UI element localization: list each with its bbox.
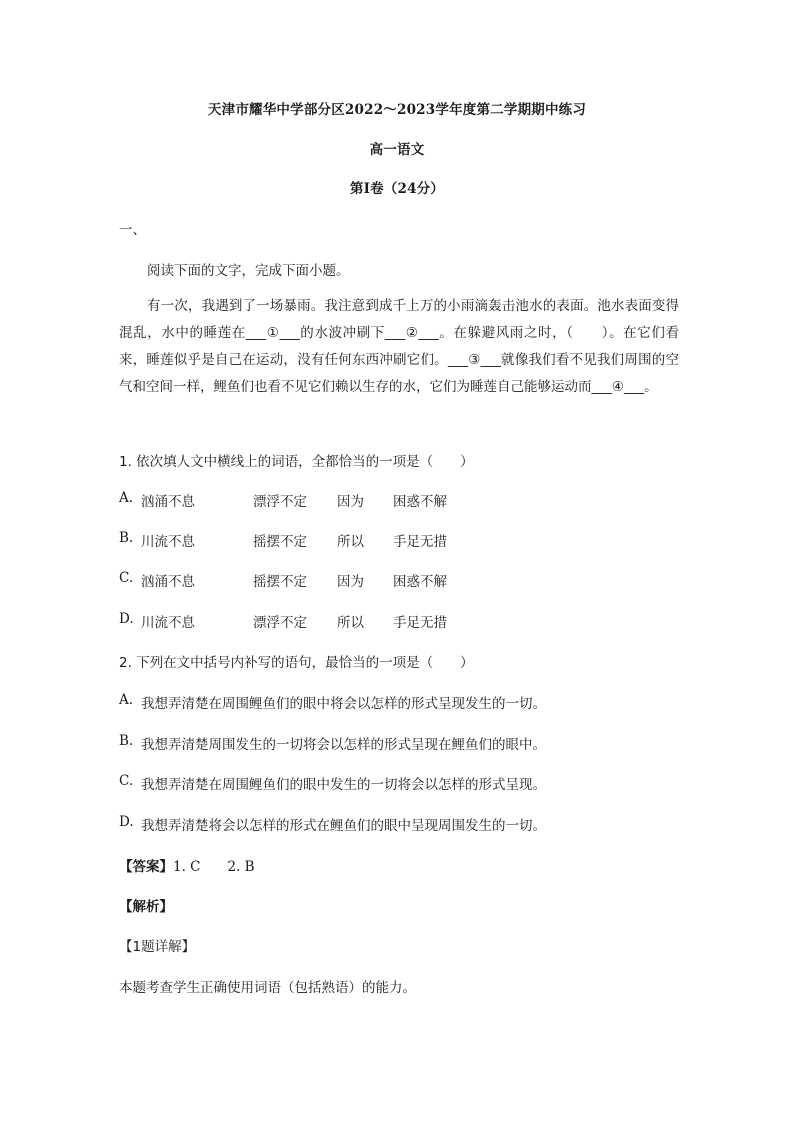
option-word-4: 困惑不解 <box>393 494 447 510</box>
option-word-2: 摇摆不定 <box>253 574 307 590</box>
answer-text: 1. C 2. B <box>173 859 255 875</box>
option-word-2: 摇摆不定 <box>253 534 307 550</box>
option-word-4: 手足无措 <box>393 534 447 550</box>
option-word-3: 因为 <box>337 574 364 590</box>
option-label: C. <box>119 570 134 586</box>
reading-instruction: 阅读下面的文字，完成下面小题。 <box>147 263 350 279</box>
option-label: B. <box>119 530 134 546</box>
option-label: A. <box>119 490 134 506</box>
option-word-1: 汹涌不息 <box>141 494 195 510</box>
reading-passage: 有一次，我遇到了一场暴雨。我注意到成千上万的小雨滴轰击池水的表面。池水表面变得混乱，水中的睡莲在___①___的水波冲刷下___②___。在躲避风雨之时，（ ）。在它们看来，睡莲似乎是自己在运动，没有任何东西冲刷它们。___③___就像我们看不见我们周围的空气和空间一样，鲤鱼们也看不见它们赖以生存的水，它们为睡莲自己能够运动而___④___。 <box>119 298 679 395</box>
section-number: 一、 <box>119 222 146 238</box>
option-word-3: 所以 <box>337 615 364 631</box>
option-word-3: 所以 <box>337 534 364 550</box>
answer-tag: 【答案】 <box>119 859 173 875</box>
answer-line <box>119 855 255 875</box>
option-text: 我想弄清楚在周围鲤鱼们的眼中将会以怎样的形式呈现发生的一切。 <box>141 696 546 712</box>
question-2-stem: 2. 下列在文中括号内补写的语句，最恰当的一项是（ ） <box>119 655 474 671</box>
volume-title: 第Ⅰ卷（24分） <box>349 181 445 197</box>
option-label: A. <box>119 692 134 708</box>
option-word-2: 漂浮不定 <box>253 494 307 510</box>
option-label: B. <box>119 733 134 749</box>
option-word-3: 因为 <box>337 494 364 510</box>
question-1-stem: 1. 依次填人文中横线上的词语，全都恰当的一项是（ ） <box>119 454 474 470</box>
option-label: C. <box>119 773 134 789</box>
analysis-detail-text: 本题考查学生正确使用词语（包括熟语）的能力。 <box>119 980 416 996</box>
subject-title: 高一语文 <box>369 142 425 158</box>
option-word-1: 汹涌不息 <box>141 574 195 590</box>
option-word-1: 川流不息 <box>141 534 195 550</box>
option-text: 我想弄清楚将会以怎样的形式在鲤鱼们的眼中呈现周围发生的一切。 <box>141 818 546 834</box>
option-word-4: 手足无措 <box>393 615 447 631</box>
document-title: 天津市耀华中学部分区2022～2023学年度第二学期期中练习 <box>207 102 587 118</box>
option-label: D. <box>119 611 134 627</box>
option-word-4: 困惑不解 <box>393 574 447 590</box>
analysis-detail-tag: 【1题详解】 <box>119 939 196 955</box>
option-text: 我想弄清楚周围发生的一切将会以怎样的形式呈现在鲤鱼们的眼中。 <box>141 737 546 753</box>
option-word-1: 川流不息 <box>141 615 195 631</box>
option-word-2: 漂浮不定 <box>253 615 307 631</box>
option-label: D. <box>119 814 134 830</box>
option-text: 我想弄清楚在周围鲤鱼们的眼中发生的一切将会以怎样的形式呈现。 <box>141 777 546 793</box>
analysis-tag: 【解析】 <box>119 899 173 915</box>
